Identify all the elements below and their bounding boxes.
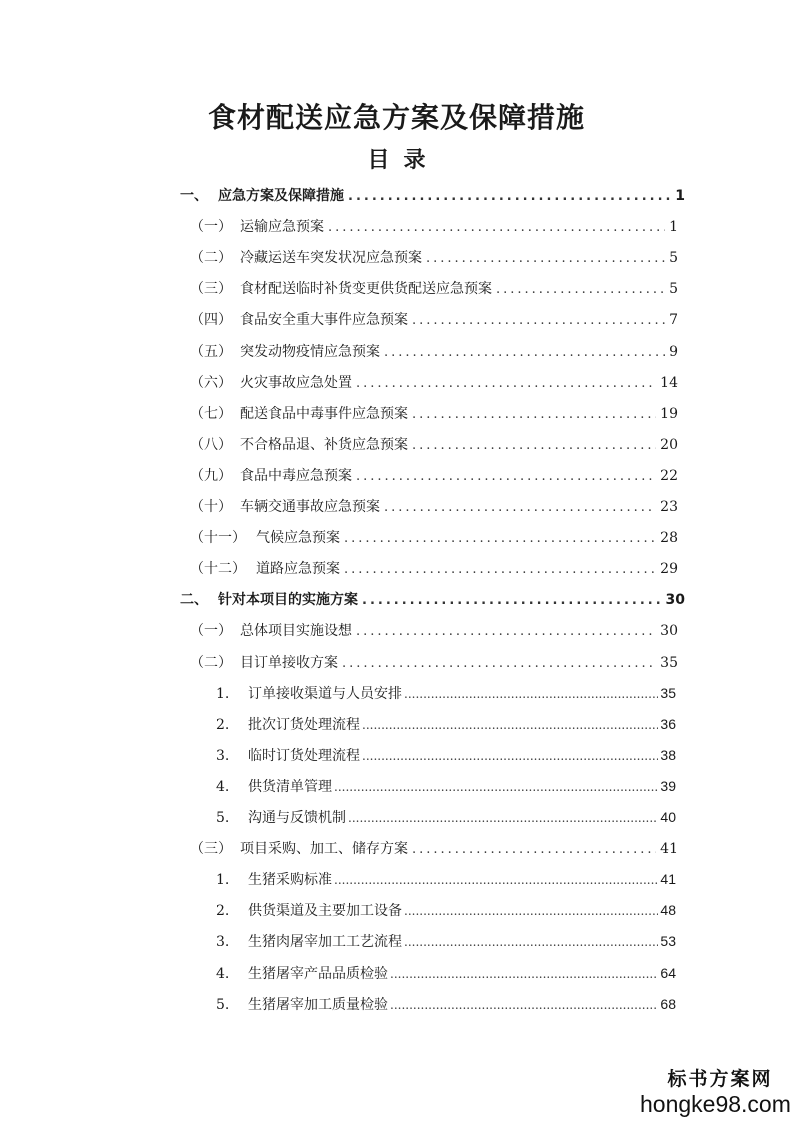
toc-leader-dots — [348, 811, 658, 825]
toc-entry-title: 生猪屠宰加工质量检验 — [248, 996, 388, 1013]
toc-entry[interactable] — [190, 558, 678, 578]
toc-leader-dots — [356, 376, 656, 391]
toc-entry-title: 供货清单管理 — [248, 778, 332, 795]
toc-leader-dots — [342, 656, 656, 671]
toc-entry-title: 供货渠道及主要加工设备 — [248, 903, 402, 920]
toc-entry-page: 1 — [675, 188, 685, 204]
toc-entry-page: 5 — [669, 250, 678, 267]
toc-leader-dots — [356, 624, 656, 639]
toc-entry-number: （十一） — [190, 530, 246, 547]
toc-leader-dots — [390, 967, 658, 981]
toc-entry-page: 29 — [660, 561, 678, 578]
toc-entry[interactable] — [190, 465, 678, 485]
toc-entry-number: （六） — [190, 374, 232, 391]
toc-entry-number: 二、 — [180, 592, 208, 609]
toc-entry-title: 订单接收渠道与人员安排 — [248, 685, 402, 702]
toc-entry-title: 食材配送临时补货变更供货配送应急预案 — [240, 281, 492, 298]
toc-leader-dots — [412, 407, 656, 422]
toc-entry[interactable] — [190, 652, 678, 672]
toc-entry-number: （十） — [190, 499, 232, 515]
toc-entry[interactable] — [190, 496, 678, 516]
toc-entry-page: 64 — [660, 964, 676, 981]
toc-entry-title: 针对本项目的实施方案 — [218, 592, 358, 609]
toc-entry-page: 5 — [669, 281, 678, 298]
toc-entry-number: 4. — [216, 965, 230, 982]
toc-leader-dots — [348, 189, 671, 204]
toc-entry-number: （四） — [190, 312, 232, 329]
toc-entry-number: （十二） — [190, 561, 246, 578]
toc-entry-number: （九） — [190, 467, 232, 484]
toc-entry[interactable] — [216, 931, 676, 951]
toc-entry-title: 临时订货处理流程 — [248, 747, 360, 764]
toc-entry-title: 气候应急预案 — [256, 530, 340, 547]
toc-leader-dots — [426, 251, 665, 266]
toc-entry-page: 19 — [660, 405, 678, 422]
watermark-site-name: 标书方案网 — [667, 1068, 773, 1090]
toc-entry-title: 项目采购、加工、储存方案 — [240, 841, 408, 858]
toc-leader-dots — [404, 687, 658, 701]
toc-entry-number: 3. — [216, 747, 230, 764]
watermark-logo — [640, 1064, 791, 1118]
toc-leader-dots — [412, 438, 656, 453]
toc-entry-page: 68 — [660, 995, 676, 1012]
toc-entry-title: 车辆交通事故应急预案 — [240, 499, 380, 515]
toc-leader-dots — [412, 313, 665, 328]
toc-heading-text: 目录 — [367, 148, 440, 173]
toc-entry-number: （二） — [190, 654, 232, 671]
toc-leader-dots — [328, 220, 665, 235]
toc-entry[interactable] — [190, 434, 678, 454]
toc-entry-page: 28 — [660, 530, 678, 547]
toc-entry-page: 14 — [660, 374, 678, 391]
watermark-url: hongke98.com — [640, 1091, 791, 1117]
toc-entry-number: 5. — [216, 996, 230, 1013]
toc-entry-number: （三） — [190, 281, 232, 298]
toc-entry-title: 沟通与反馈机制 — [248, 810, 346, 826]
toc-leader-dots — [404, 904, 658, 918]
toc-entry[interactable] — [190, 403, 678, 423]
toc-entry[interactable] — [190, 620, 678, 640]
toc-entry[interactable] — [216, 963, 676, 983]
toc-entry-number: （一） — [190, 623, 232, 640]
toc-entry-page: 20 — [660, 436, 678, 453]
toc-leader-dots — [384, 500, 656, 515]
toc-entry[interactable] — [216, 683, 676, 703]
toc-entry-page: 7 — [669, 312, 678, 329]
toc-entry[interactable] — [190, 838, 678, 858]
toc-entry-number: 5. — [216, 810, 230, 826]
toc-entry[interactable] — [190, 341, 678, 361]
toc-entry[interactable] — [190, 278, 678, 298]
toc-entry-title: 突发动物疫情应急预案 — [240, 343, 380, 360]
toc-entry[interactable] — [216, 807, 676, 827]
toc-entry[interactable] — [190, 216, 678, 236]
toc-leader-dots — [344, 531, 656, 546]
toc-entry-page: 38 — [660, 746, 676, 763]
toc-entry-number: （五） — [190, 343, 232, 360]
toc-leader-dots — [404, 935, 658, 949]
toc-entry[interactable] — [216, 714, 676, 734]
toc-entry-number: （三） — [190, 841, 232, 858]
toc-entry[interactable] — [216, 869, 676, 889]
toc-entry-page: 41 — [660, 841, 678, 858]
toc-leader-dots — [412, 842, 656, 857]
toc-entry-page: 48 — [660, 902, 676, 919]
toc-entry-title: 火灾事故应急处置 — [240, 374, 352, 391]
toc-entry-page: 40 — [660, 809, 676, 825]
toc-entry-number: 1. — [216, 872, 230, 889]
toc-entry-number: 2. — [216, 903, 230, 920]
toc-entry[interactable] — [190, 527, 678, 547]
toc-leader-dots — [344, 562, 656, 577]
toc-entry-page: 30 — [665, 592, 685, 609]
toc-leader-dots — [334, 780, 658, 794]
toc-entry-number: （八） — [190, 436, 232, 453]
toc-entry-title: 运输应急预案 — [240, 219, 324, 236]
toc-entry-title: 不合格品退、补货应急预案 — [240, 436, 408, 453]
toc-entry-title: 配送食品中毒事件应急预案 — [240, 405, 408, 422]
toc-entry[interactable] — [190, 309, 678, 329]
toc-entry[interactable] — [180, 185, 685, 205]
toc-entry[interactable] — [190, 247, 678, 267]
toc-entry[interactable] — [216, 994, 676, 1014]
toc-entry-title: 道路应急预案 — [256, 561, 340, 578]
toc-leader-dots — [496, 282, 665, 297]
toc-leader-dots — [356, 469, 656, 484]
toc-entry-number: 1. — [216, 685, 230, 702]
toc-entry-page: 39 — [660, 777, 676, 794]
toc-leader-dots — [390, 998, 658, 1012]
toc-heading — [0, 143, 793, 174]
toc-entry-number: 2. — [216, 716, 230, 733]
document-title: 食材配送应急方案及保障措施 — [207, 101, 585, 134]
toc-entry-page: 53 — [660, 933, 676, 950]
toc-leader-dots — [362, 593, 662, 608]
toc-entry-title: 生猪采购标准 — [248, 872, 332, 889]
toc-entry-page: 23 — [660, 499, 678, 515]
toc-entry-title: 批次订货处理流程 — [248, 716, 360, 733]
toc-entry-number: （七） — [190, 405, 232, 422]
toc-entry-page: 30 — [660, 623, 678, 640]
toc-entry[interactable] — [180, 589, 685, 609]
toc-entry[interactable] — [216, 745, 676, 765]
toc-entry-title: 目订单接收方案 — [240, 654, 338, 671]
toc-entry-page: 9 — [669, 343, 678, 360]
toc-entry-number: （二） — [190, 250, 232, 267]
toc-entry-title: 生猪屠宰产品品质检验 — [248, 965, 388, 982]
toc-leader-dots — [362, 749, 658, 763]
toc-leader-dots — [384, 345, 665, 360]
toc-entry-number: 3. — [216, 934, 230, 951]
toc-entry-title: 生猪肉屠宰加工工艺流程 — [248, 934, 402, 951]
toc-entry-title: 总体项目实施设想 — [240, 623, 352, 640]
toc-entry-title: 应急方案及保障措施 — [218, 188, 344, 204]
toc-entry-title: 食品中毒应急预案 — [240, 467, 352, 484]
toc-entry[interactable] — [190, 372, 678, 392]
toc-entry-number: 4. — [216, 778, 230, 795]
toc-leader-dots — [362, 718, 658, 732]
toc-entry-page: 35 — [660, 654, 678, 671]
toc-leader-dots — [334, 873, 658, 887]
toc-entry-number: （一） — [190, 219, 232, 236]
toc-entry-page: 1 — [669, 219, 678, 236]
toc-entry-page: 41 — [660, 871, 676, 888]
toc-entry-number: 一、 — [180, 188, 208, 204]
toc-entry-page: 22 — [660, 467, 678, 484]
toc-entry-title: 冷藏运送车突发状况应急预案 — [240, 250, 422, 267]
toc-entry[interactable] — [216, 900, 676, 920]
toc-entry-title: 食品安全重大事件应急预案 — [240, 312, 408, 329]
toc-entry[interactable] — [216, 776, 676, 796]
toc-entry-page: 36 — [660, 715, 676, 732]
toc-entry-page: 35 — [660, 684, 676, 701]
